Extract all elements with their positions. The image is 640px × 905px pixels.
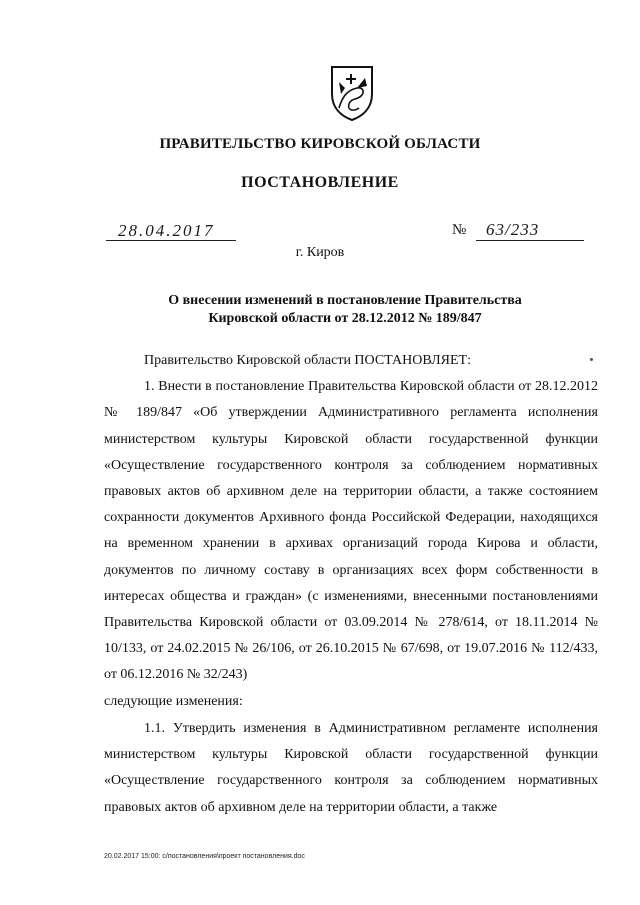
lead-paragraph: Правительство Кировской области ПОСТАНОВЛЯЕТ: [144, 353, 471, 368]
subject-line-1: О внесении изменений в постановление Правительства [168, 293, 522, 308]
government-title: ПРАВИТЕЛЬСТВО КИРОВСКОЙ ОБЛАСТИ [159, 136, 481, 152]
date-underline [106, 240, 236, 241]
item-1-1-paragraph: 1.1. Утвердить изменения в Административном регламенте исполнения министерством культуры Кировской области государственной функции «Осуществление государственного контроля за соблюдением нормативных правовых актов об архивном деле на территории области, а также [104, 721, 598, 815]
city-label: г. Киров [295, 245, 345, 260]
item-1-tail: следующие изменения: [104, 693, 243, 709]
document-type: ПОСТАНОВЛЕНИЕ [241, 174, 399, 191]
file-path-footer: 20.02.2017 15:00: c/постановления\проект постановления.doc [104, 853, 305, 860]
handwritten-number: 63/233 [486, 220, 540, 239]
number-underline [476, 240, 584, 241]
body-section-2 [104, 716, 598, 821]
body-section-1 [104, 348, 598, 715]
number-sign: № [452, 222, 467, 238]
coat-of-arms-icon [329, 64, 375, 122]
handwritten-date: 28.04.2017 [118, 221, 215, 240]
item-1-paragraph: 1. Внести в постановление Правительства Кировской области от 28.12.2012 № 189/847 «Об утверждении Административного регламента исполнения министерством культуры Кировской области государственной функции «Осуществление государственного контроля за соблюдением нормативных правовых актов об архивном деле на территории области, а также состоянием сохранности документов Архивного фонда Российской Федерации, находящихся на временном хранении в архивах организаций города Кирова и области, документов по личному составу в организациях всех форм собственности в интересах общества и граждан» (с изменениями, внесенными постановлениями Правительства Кировской области от 03.09.2014 № 278/614, от 18.11.2014 № 10/133, от 24.02.2015 № 26/106, от 26.10.2015 № 67/698, от 19.07.2016 № 112/433, от 06.12.2016 № 32/243) [104, 379, 598, 683]
document-subject [160, 292, 530, 328]
subject-line-2: Кировской области от 28.12.2012 № 189/847 [208, 311, 482, 326]
